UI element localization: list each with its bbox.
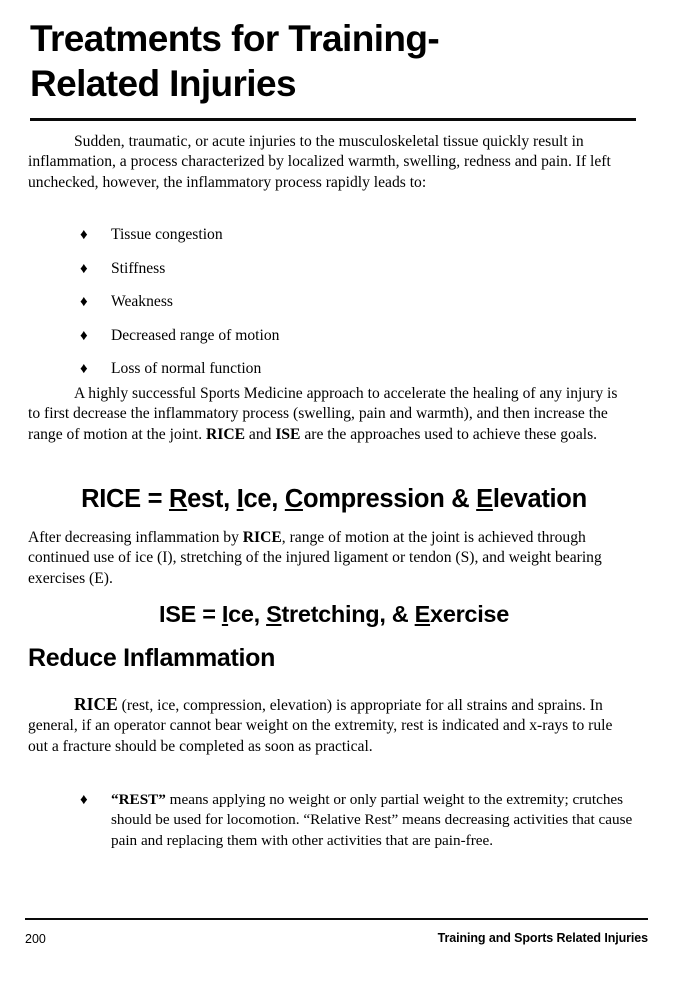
heading-rice-initial-r: R xyxy=(169,485,188,513)
list-item xyxy=(80,790,638,851)
rest-definition-list xyxy=(80,790,638,851)
after-rice-text-2: , range of motion at the joint is achieved through continued use of ice (I), stretching of the injured ligament or tendon (S), and weight bearing exercises (E). xyxy=(28,529,602,587)
footer-divider xyxy=(25,918,648,920)
heading-rice-word-compression: ompression & xyxy=(302,485,477,513)
list-item-label: Loss of normal function xyxy=(111,360,262,377)
approach-bold-ise: ISE xyxy=(275,425,301,443)
rice-detail-lead: RICE xyxy=(74,694,118,714)
page-title xyxy=(30,16,630,106)
heading-ise xyxy=(30,600,638,628)
heading-ise-word-stretching: tretching, & xyxy=(281,601,415,627)
list-item-label: Weakness xyxy=(111,293,173,310)
page-title-line-1: Treatments for Training- xyxy=(30,18,440,59)
diamond-bullet-icon: ♦ xyxy=(80,792,88,808)
list-item xyxy=(80,325,640,359)
approach-bold-rice: RICE xyxy=(206,425,245,443)
heading-rice-initial-c: C xyxy=(284,485,303,513)
heading-ise-word-exercise: xercise xyxy=(430,601,509,627)
approach-paragraph xyxy=(28,384,632,445)
heading-rice-word-elevation: levation xyxy=(492,485,587,513)
heading-ise-prefix: ISE = xyxy=(159,601,222,627)
diamond-bullet-icon: ♦ xyxy=(80,227,88,243)
approach-text-3: are the approaches used to achieve these goals. xyxy=(300,425,598,443)
after-rice-paragraph xyxy=(28,528,636,589)
inflammation-effects-list xyxy=(80,224,640,392)
heading-rice-initial-i: I xyxy=(236,485,244,513)
heading-rice-prefix: RICE = xyxy=(81,485,170,513)
list-item xyxy=(80,291,640,325)
diamond-bullet-icon: ♦ xyxy=(80,294,88,310)
list-item-label: Stiffness xyxy=(111,259,166,277)
rice-detail-body: (rest, ice, compression, elevation) is appropriate for all strains and sprains. In general, if an operator cannot bear weight on the extremity, rest is indicated and x-rays to rule out a fracture should be completed as soon as practical. xyxy=(28,697,613,755)
heading-rice-initial-e: E xyxy=(476,485,493,513)
approach-text-2: and xyxy=(245,425,276,443)
list-item-label: Decreased range of motion xyxy=(111,326,280,344)
rest-bold-term: “REST” xyxy=(111,791,166,808)
rest-body-text: means applying no weight or only partial weight to the extremity; crutches should be used for locomotion. “Relative Rest” means decreasing activities that cause pain and replacing them with other activities that are pain-free. xyxy=(111,791,633,849)
page-title-line-2: Related Injuries xyxy=(30,63,296,104)
footer-page-number: 200 xyxy=(25,932,46,946)
rice-detail-paragraph xyxy=(28,694,636,757)
heading-ise-initial-i: I xyxy=(221,601,229,627)
heading-ise-word-ice: ce, xyxy=(228,601,267,627)
list-item xyxy=(80,224,640,258)
list-item xyxy=(80,258,640,292)
approach-text-1: A highly successful Sports Medicine approach to accelerate the healing of any injury is to first decrease the inflammatory process (swelling, pain and warmth), and then increase the range of motion at the joint. xyxy=(28,385,618,443)
intro-paragraph: Sudden, traumatic, or acute injuries to the musculoskeletal tissue quickly result in inflammation, a process characterized by localized warmth, swelling, redness and pain. If left unchecked, however, the inflammatory process rapidly leads to: xyxy=(28,133,611,191)
title-divider xyxy=(30,118,636,121)
diamond-bullet-icon: ♦ xyxy=(80,327,88,344)
footer-running-title: Training and Sports Related Injuries xyxy=(437,931,648,945)
heading-rice-word-ice: ce, xyxy=(243,485,285,513)
heading-ise-initial-s: S xyxy=(266,601,282,627)
after-rice-bold-rice: RICE xyxy=(242,529,282,546)
diamond-bullet-icon: ♦ xyxy=(80,361,88,377)
diamond-bullet-icon: ♦ xyxy=(80,260,88,277)
heading-rice-word-rest: est, xyxy=(187,485,237,513)
list-item-label xyxy=(111,790,638,851)
heading-rice xyxy=(30,484,638,514)
heading-reduce-inflammation: Reduce Inflammation xyxy=(28,644,276,672)
heading-ise-initial-e: E xyxy=(414,601,431,627)
after-rice-text-1: After decreasing inflammation by xyxy=(28,529,243,546)
list-item-label: Tissue congestion xyxy=(111,226,223,243)
